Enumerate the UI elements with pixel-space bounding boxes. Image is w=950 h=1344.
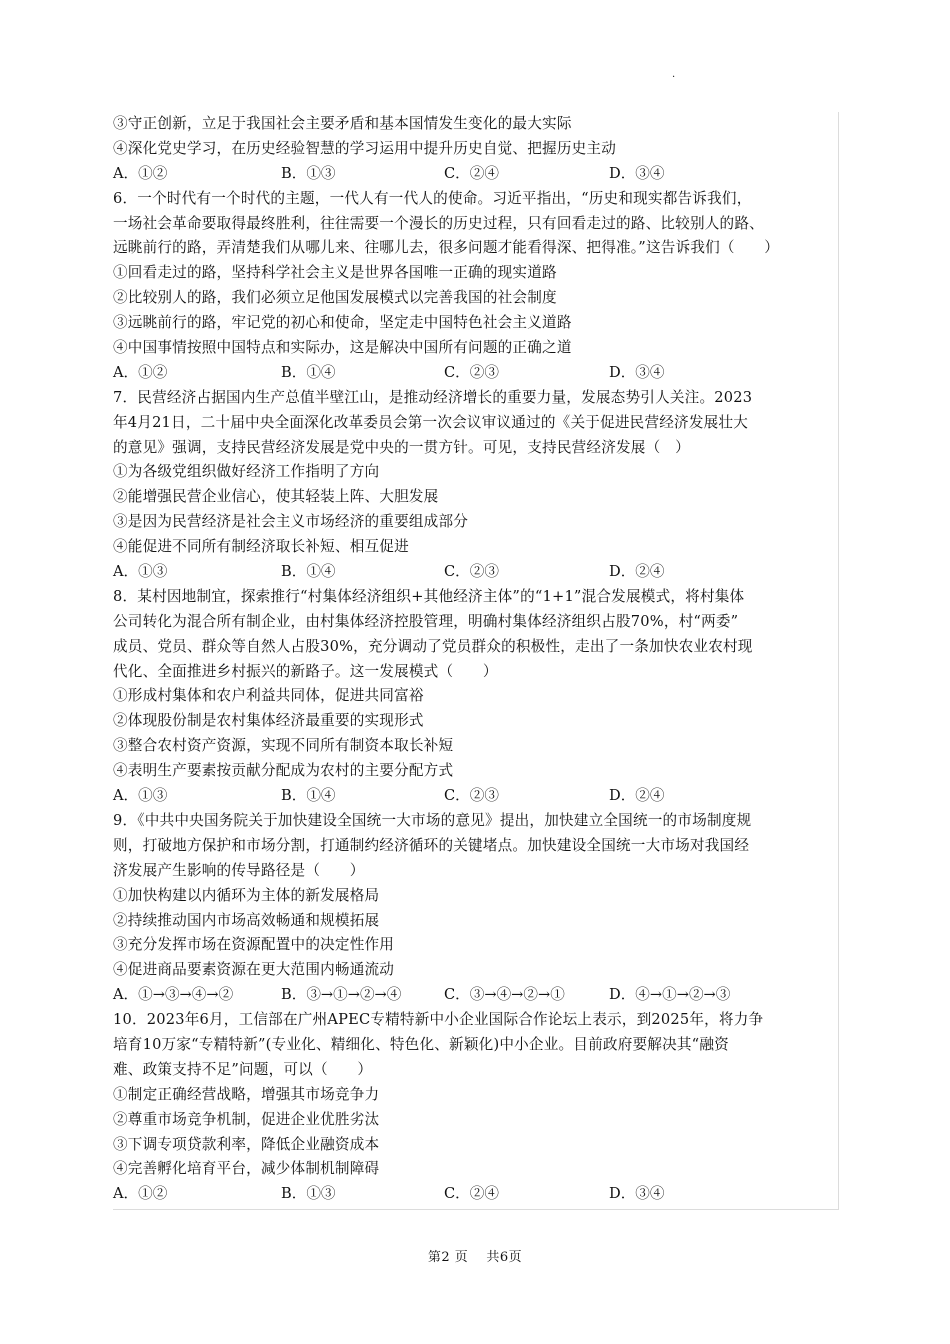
text-line: ④完善孵化培育平台，减少体制机制障碍: [113, 1160, 380, 1178]
text-line: 公司转化为混合所有制企业，由村集体经济控股管理，明确村集体经济组织占股70%，村“两委”: [113, 612, 739, 630]
answer-option: A．①→③→④→②: [113, 986, 234, 1004]
text-line: ①形成村集体和农户利益共同体，促进共同富裕: [113, 687, 424, 705]
answer-option: B．①④: [281, 363, 336, 381]
text-line: 成员、党员、群众等自然人占股30%，充分调动了党员群众的积极性，走出了一条加快农业农村现: [113, 637, 753, 655]
text-line: ①加快构建以内循环为主体的新发展格局: [113, 886, 380, 904]
text-line: 则，打破地方保护和市场分割，打通制约经济循环的关键堵点。加快建设全国统一大市场对我国经: [113, 836, 750, 854]
answer-option: C．②③: [444, 563, 499, 581]
text-line: 9．《中共中央国务院关于加快建设全国统一大市场的意见》提出，加快建立全国统一的市场制度规: [113, 811, 752, 829]
answer-options: [113, 560, 838, 585]
text-line: ③远眺前行的路，牢记党的初心和使命，坚定走中国特色社会主义道路: [113, 314, 572, 332]
text-line: 一场社会革命要取得最终胜利，往往需要一个漫长的历史过程，只有回看走过的路、比较别人的路、: [113, 214, 764, 232]
page-footer: 第2 页 共6页: [427, 1250, 523, 1265]
answer-option: D．③④: [609, 1185, 665, 1203]
text-line: ④中国事情按照中国特点和实际办，这是解决中国所有问题的正确之道: [113, 339, 572, 357]
text-line: ①制定正确经营战略，增强其市场竞争力: [113, 1085, 380, 1103]
answer-option: B．①③: [281, 1185, 336, 1203]
text-line: 难、政策支持不足”问题，可以（ ）: [113, 1060, 373, 1078]
text-line: ③是因为民营经济是社会主义市场经济的重要组成部分: [113, 513, 469, 531]
text-line: ③下调专项贷款利率，降低企业融资成本: [113, 1135, 380, 1153]
answer-option: B．①④: [281, 563, 336, 581]
answer-options: [113, 983, 838, 1008]
answer-options: [113, 1182, 838, 1207]
answer-option: D．④→①→②→③: [609, 986, 731, 1004]
text-line: ①为各级党组织做好经济工作指明了方向: [113, 463, 380, 481]
answer-options: [113, 361, 838, 386]
answer-option: A．①③: [113, 563, 168, 581]
answer-options: [113, 784, 838, 809]
text-line: ②能增强民营企业信心，使其轻装上阵、大胆发展: [113, 488, 439, 506]
text-line: ②持续推动国内市场高效畅通和规模拓展: [113, 911, 380, 929]
text-line: ④表明生产要素按贡献分配成为农村的主要分配方式: [113, 762, 454, 780]
text-line: 年4月21日，二十届中央全面深化改革委员会第一次会议审议通过的《关于促进民营经济发展壮大: [113, 413, 749, 431]
answer-option: A．①②: [113, 164, 168, 182]
text-line: ④能促进不同所有制经济取长补短、相互促进: [113, 538, 409, 556]
content-frame-bottom: [113, 1209, 839, 1210]
text-line: ②体现股份制是农村集体经济最重要的实现形式: [113, 712, 424, 730]
text-line: 培育10万家“专精特新”(专业化、精细化、特色化、新颖化)中小企业。目前政府要解决其“融资: [113, 1035, 729, 1053]
answer-option: A．①②: [113, 363, 168, 381]
text-line: ④促进商品要素资源在更大范围内畅通流动: [113, 961, 395, 979]
answer-option: C．②③: [444, 787, 499, 805]
text-line: ②尊重市场竞争机制，促进企业优胜劣汰: [113, 1110, 380, 1128]
text-line: ③守正创新，立足于我国社会主要矛盾和基本国情发生变化的最大实际: [113, 115, 572, 132]
answer-option: C．③→④→②→①: [444, 986, 565, 1004]
answer-option: C．②④: [444, 1185, 499, 1203]
answer-option: B．①④: [281, 787, 336, 805]
text-line: 8．某村因地制宜，探索推行“村集体经济组织+其他经济主体”的“1+1”混合发展模式，将村集体: [113, 587, 745, 605]
text-line: ④深化党史学习，在历史经验智慧的学习运用中提升历史自觉、把握历史主动: [113, 139, 616, 157]
answer-option: C．②③: [444, 363, 499, 381]
text-line: ③充分发挥市场在资源配置中的决定性作用: [113, 936, 395, 954]
text-line: 7．民营经济占据国内生产总值半壁江山，是推动经济增长的重要力量，发展态势引人关注。2023: [113, 388, 753, 406]
answer-option: B．③→①→②→④: [281, 986, 402, 1004]
text-line: ③整合农村资产资源，实现不同所有制资本取长补短: [113, 737, 454, 755]
answer-option: D．②④: [609, 787, 665, 805]
answer-options: [113, 162, 838, 187]
text-line: 代化、全面推进乡村振兴的新路子。这一发展模式（ ）: [113, 662, 498, 680]
answer-option: D．②④: [609, 563, 665, 581]
text-line: 远眺前行的路，弄清楚我们从哪儿来、往哪儿去，很多问题才能看得深、把得准。”这告诉我们（ ）: [113, 239, 780, 257]
text-line: ①回看走过的路，坚持科学社会主义是世界各国唯一正确的现实道路: [113, 264, 557, 282]
exam-page-content: [113, 112, 839, 1209]
answer-option: B．①③: [281, 164, 336, 182]
text-line: 6．一个时代有一个时代的主题，一代人有一代人的使命。习近平指出，“历史和现实都告诉我们，: [113, 189, 752, 207]
answer-option: D．③④: [609, 164, 665, 182]
text-line: ②比较别人的路，我们必须立足他国发展模式以完善我国的社会制度: [113, 289, 557, 307]
text-line: 济发展产生影响的传导路径是（ ）: [113, 861, 365, 879]
answer-option: C．②④: [444, 164, 499, 182]
text-line: 10．2023年6月，工信部在广州APEC专精特新中小企业国际合作论坛上表示，到2025年，将力争: [113, 1011, 764, 1029]
text-line: 的意见》强调，支持民营经济发展是党中央的一贯方针。可见，支持民营经济发展（ ）: [113, 438, 690, 456]
answer-option: A．①③: [113, 787, 168, 805]
header-mark: .: [672, 69, 676, 80]
answer-option: A．①②: [113, 1185, 168, 1203]
answer-option: D．③④: [609, 363, 665, 381]
